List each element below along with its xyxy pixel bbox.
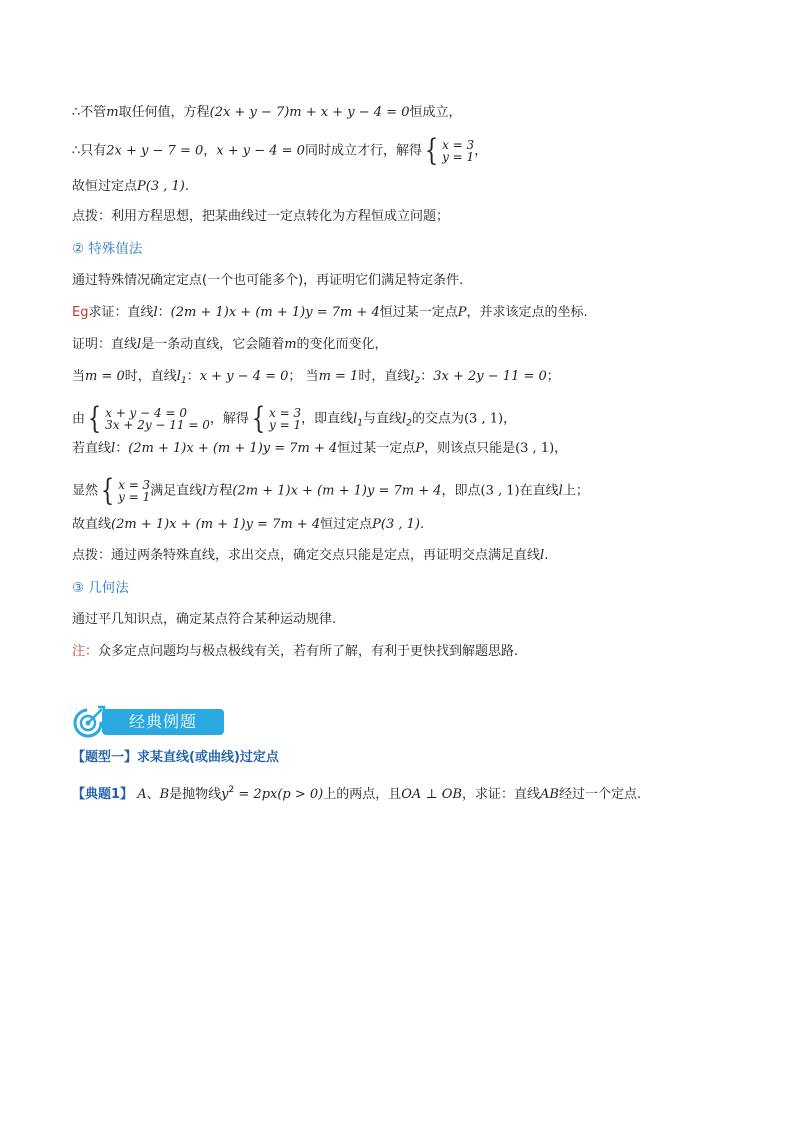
- equation-system: { x = 3 y = 1: [424, 133, 475, 168]
- proof-line-2: 当m = 0时，直线$l_1$：x + y − 4 = 0； 当m = 1时，直线$l_2$：3x + 2y − 11 = 0；: [72, 369, 560, 386]
- tip-line-1: 点拨：利用方程思想，把某曲线过一定点转化为方程恒成立问题；: [72, 209, 450, 224]
- proof-line-5: 显然 { x = 3 y = 1 满足直线l方程(2m + 1)x + (m + 1)y = 7m + 4，即点(3 , 1)在直线l上；: [72, 473, 589, 508]
- proof-line-4: 若直线l：(2m + 1)x + (m + 1)y = 7m + 4恒过某一定点P，则该点只能是(3 , 1)，: [72, 441, 568, 456]
- banner-label: 经典例题: [102, 709, 224, 735]
- section-special-value: ② 特殊值法: [72, 241, 143, 257]
- text-line-2: ∴只有2x + y − 7 = 0，x + y − 4 = 0同时成立才行，解得 { x = 3 y = 1 ，: [72, 133, 488, 168]
- tip-line-2: 点拨：通过两条特殊直线，求出交点，确定交点只能是定点，再证明交点满足直线l.: [72, 548, 549, 563]
- example-eg: Eg求证：直线l：(2m + 1)x + (m + 1)y = 7m + 4恒过某一定点P，并求该定点的坐标.: [72, 305, 588, 320]
- text-line-1: ∴不管m取任何值，方程(2x + y − 7)m + x + y − 4 = 0恒成立，: [72, 105, 462, 120]
- equation-system: { x = 3 y = 1: [251, 401, 302, 436]
- note-line: 注：众多定点问题均与极点极线有关，若有所了解，有利于更快找到解题思路.: [72, 644, 519, 659]
- proof-line-1: 证明：直线l是一条动直线，它会随着m的变化而变化，: [72, 337, 388, 352]
- equation-system: { x + y − 4 = 0 3x + 2y − 11 = 0: [87, 401, 210, 436]
- text-line-14: 通过平几知识点，确定某点符合某种运动规律.: [72, 612, 337, 627]
- section-geometry: ③ 几何法: [72, 580, 129, 596]
- example-problem-1: 【典题1】 A、B是抛物线$y^2 = 2px(p > 0)$上的两点，且OA ⊥ OB，求证：直线AB经过一个定点.: [72, 785, 642, 802]
- text-line-5: 通过特殊情况确定定点(一个也可能多个)，再证明它们满足特定条件.: [72, 273, 464, 288]
- section-banner: [72, 703, 232, 739]
- text-line-3: 故恒过定点P(3 , 1).: [72, 179, 189, 194]
- question-type-1: 【题型一】求某直线(或曲线)过定点: [72, 750, 279, 765]
- equation-system: { x = 3 y = 1: [100, 473, 151, 508]
- proof-line-3: 由 { x + y − 4 = 0 3x + 2y − 11 = 0 ，解得 { x = 3 y = 1 ，即直线$l_1$与直线$l_2$的交点为(3 , 1)，: [72, 401, 517, 436]
- proof-line-6: 故直线(2m + 1)x + (m + 1)y = 7m + 4恒过定点P(3 , 1).: [72, 517, 425, 532]
